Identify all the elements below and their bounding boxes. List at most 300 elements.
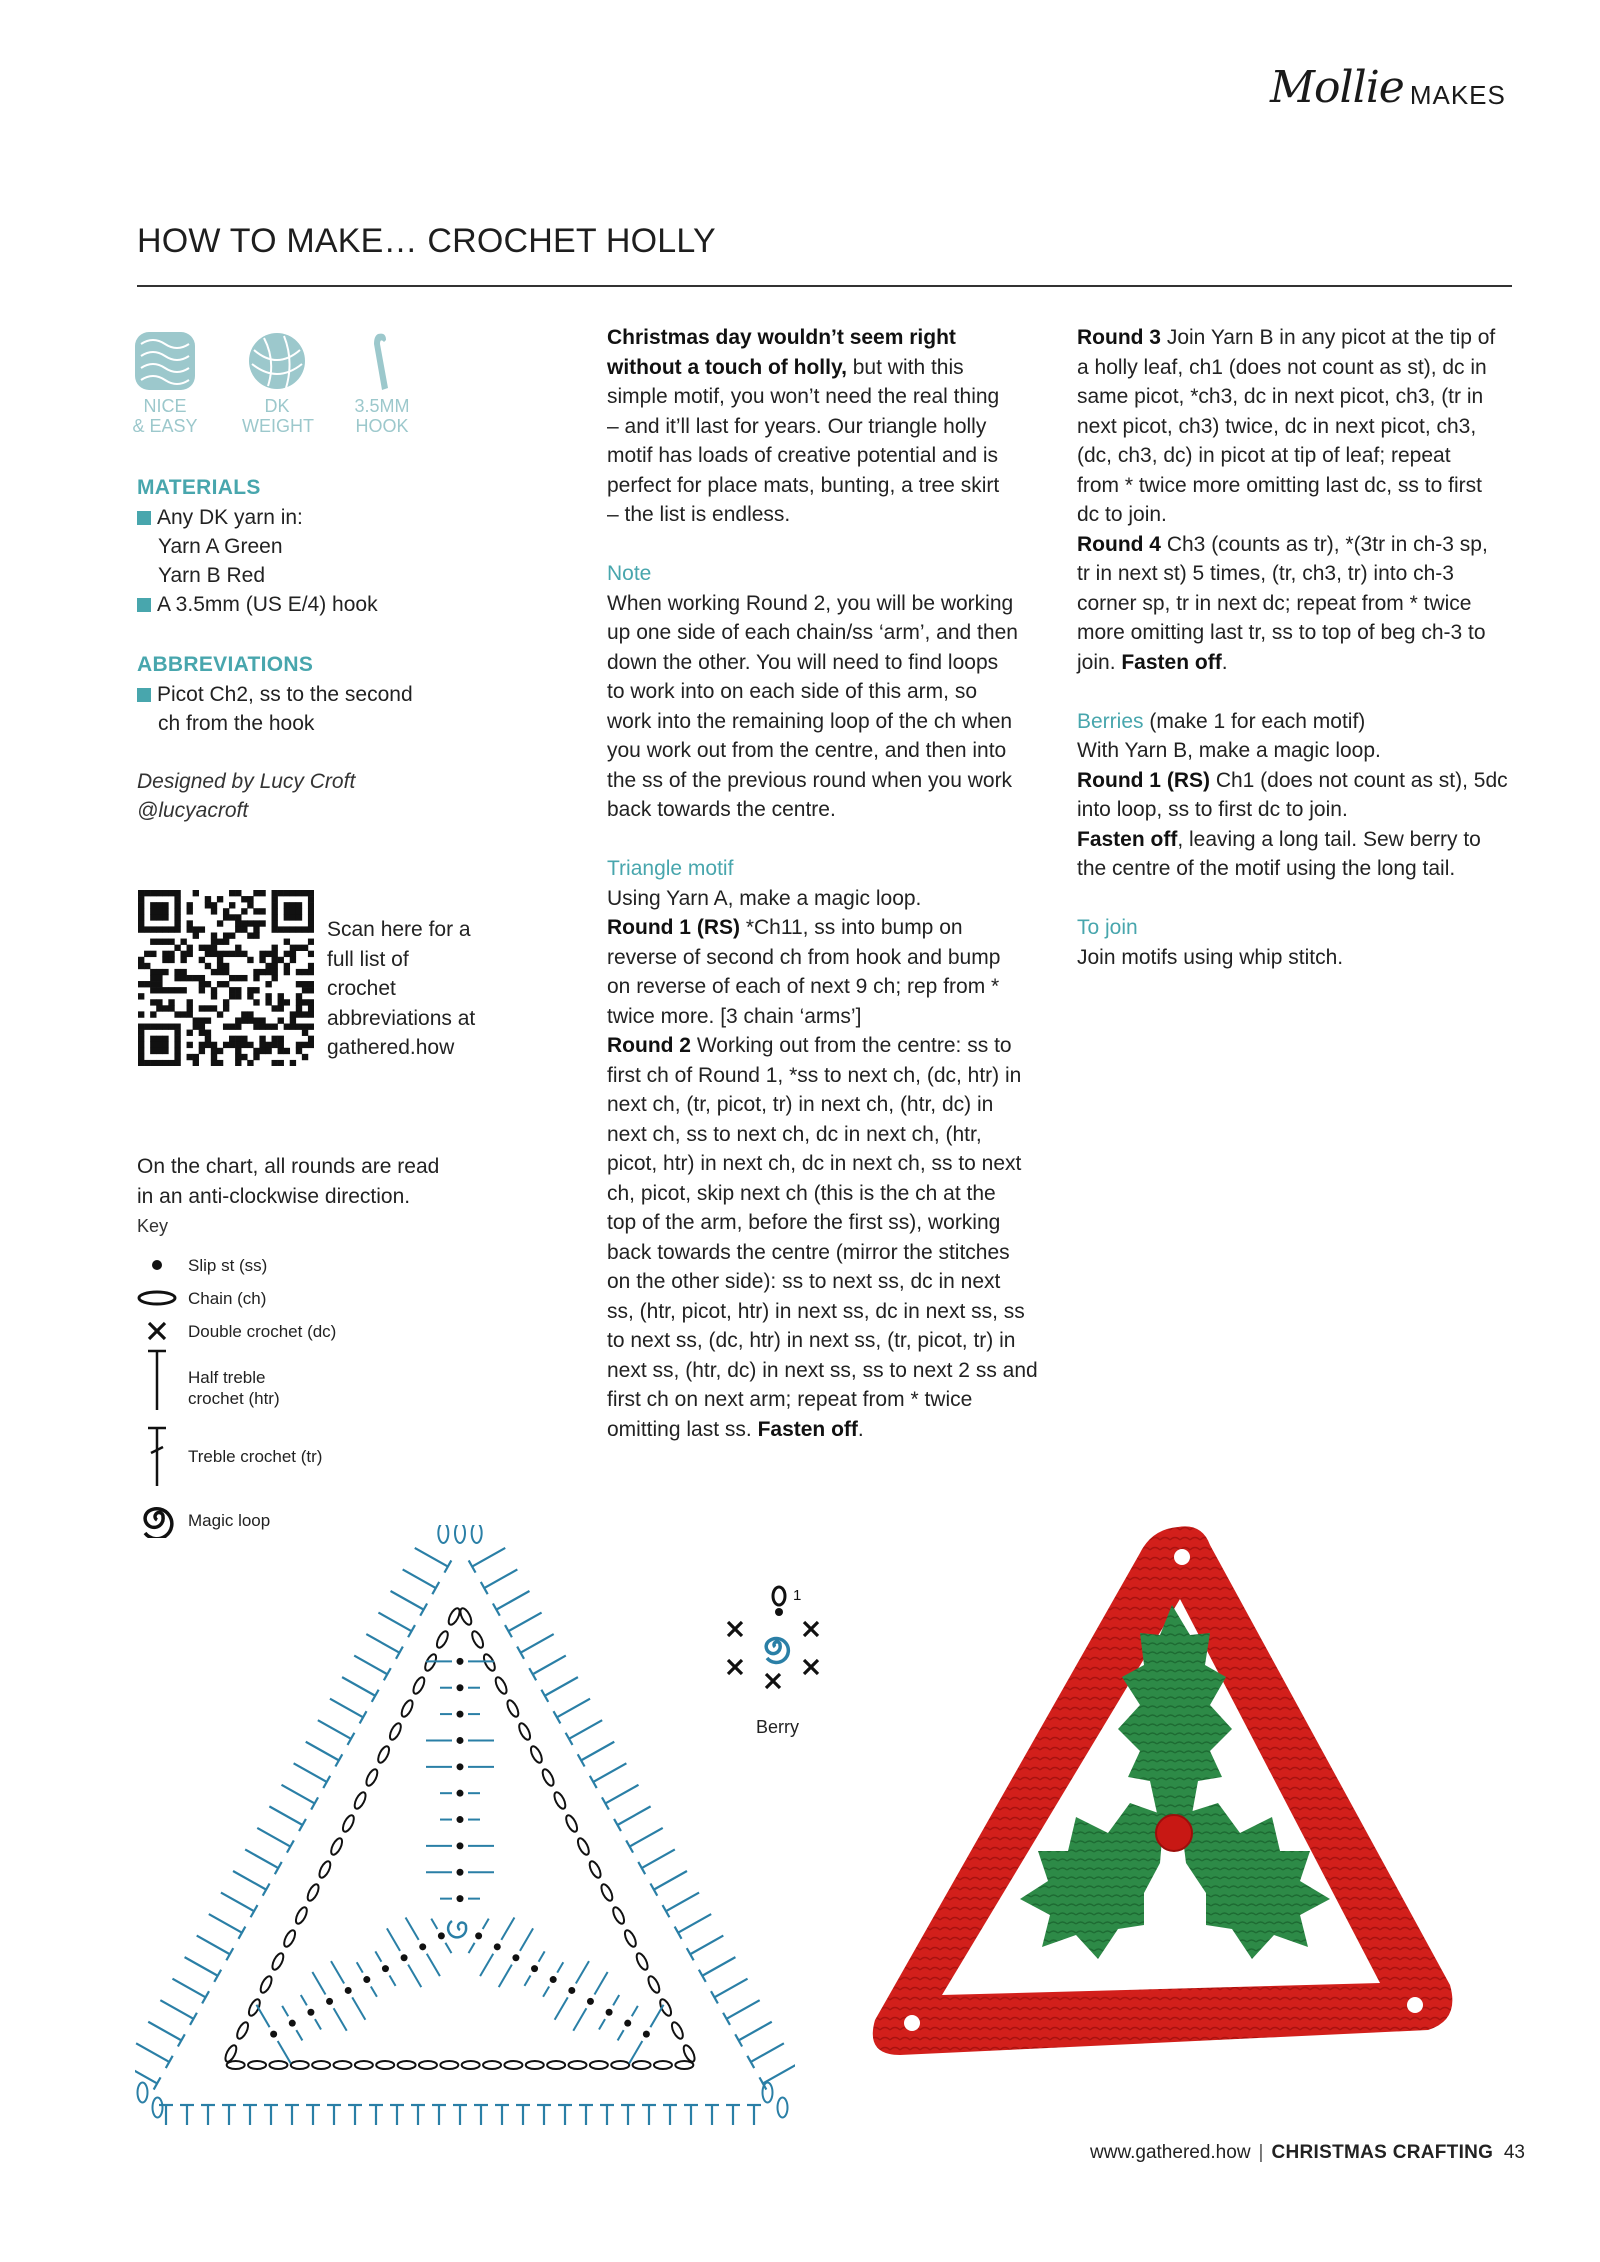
note-heading: Note	[607, 562, 652, 585]
treble-stitch-mark	[727, 2000, 760, 2019]
chain-stitch-mark	[247, 1998, 262, 2018]
qr-code[interactable]	[138, 890, 314, 1066]
intro-text: but with this	[846, 355, 964, 379]
holly-motif-photo	[860, 1515, 1460, 2080]
round-2-line: back towards the centre (mirror the stitches	[607, 1240, 1010, 1264]
column-instructions-2	[1077, 323, 1517, 972]
hook-size-badge	[347, 330, 417, 436]
chart-note-line: in an anti-clockwise direction.	[137, 1184, 411, 1208]
chain-stitch-mark	[446, 1607, 461, 1627]
round-2-line: to next ss, (dc, htr) in next ss, (tr, picot, tr) in	[607, 1329, 1016, 1352]
chain-stitch-mark	[411, 1676, 426, 1696]
hook-size-line1: 3.5MM	[354, 396, 410, 416]
chain-stitch-mark	[547, 2061, 565, 2069]
chain-stitch-mark	[376, 2061, 394, 2069]
chain-stitch-mark	[658, 1998, 673, 2018]
leaf-stitch-mark	[352, 1997, 365, 2019]
treble-stitch-mark	[190, 2013, 197, 2025]
round-text: omitting last ss.	[607, 1417, 758, 1441]
chain-icon	[139, 1292, 175, 1304]
outer-chain-mark	[138, 2083, 148, 2103]
chain-stitch-mark	[470, 1630, 485, 1650]
corner-hole	[1174, 1549, 1190, 1565]
treble-stitch-mark	[493, 1604, 500, 1616]
chain-stitch-mark	[440, 2061, 458, 2069]
abbreviation-item	[137, 680, 413, 709]
treble-stitch-mark	[517, 1647, 524, 1659]
slip-stitch-mark	[382, 1965, 389, 1972]
treble-stitch-mark	[185, 1957, 218, 1976]
leaf-stitch-mark	[334, 2008, 347, 2030]
treble-stitch-mark	[505, 1625, 512, 1637]
chain-stitch-mark	[270, 1952, 285, 1972]
slip-stitch-mark	[401, 1954, 408, 1961]
treble-stitch-mark	[354, 1656, 387, 1675]
footer-section: CHRISTMAS CRAFTING	[1271, 2142, 1494, 2163]
abbreviation-item-cont: ch from the hook	[158, 712, 315, 735]
round-2-line: ss, (htr, picot, htr) in next ss, dc in next ss, ss	[607, 1299, 1025, 1323]
treble-stitch-mark	[323, 1776, 330, 1788]
key-magic-loop: Magic loop	[188, 1511, 271, 1530]
leaf-stitch-mark	[431, 1919, 437, 1929]
treble-stitch-mark	[614, 1819, 621, 1831]
treble-stitch-mark	[469, 1560, 476, 1572]
treble-stitch-mark	[251, 1905, 258, 1917]
leaf-stitch-mark	[315, 2019, 321, 2029]
treble-stitch-mark	[214, 1970, 221, 1982]
leaf-stitch-mark	[650, 2005, 663, 2027]
qr-caption-line: crochet	[327, 977, 396, 1000]
treble-stitch-mark	[348, 1733, 355, 1745]
round-3-line: from * twice more omitting last dc, ss to first	[1077, 473, 1482, 497]
treble-stitch-mark	[160, 2000, 193, 2019]
treble-stitch-mark	[626, 1840, 633, 1852]
treble-stitch-mark	[420, 1604, 427, 1616]
round-text: , leaving a long tail. Sew berry to	[1177, 827, 1481, 851]
yarn-skein-icon	[133, 330, 197, 392]
triangle-intro: Using Yarn A, make a magic loop.	[607, 886, 922, 910]
chain-stitch-mark	[540, 1768, 555, 1788]
treble-stitch-mark	[747, 2056, 754, 2068]
abbreviation-text: Picot Ch2, ss to the second	[157, 683, 413, 706]
half-treble-icon	[148, 1351, 166, 1410]
leaf-stitch-mark	[357, 1962, 363, 1972]
round-3-line: dc to join.	[1077, 503, 1167, 526]
leaf-stitch-mark	[480, 1954, 493, 1976]
chart-note-line: On the chart, all rounds are read	[137, 1155, 440, 1178]
chain-stitch-mark	[329, 1837, 344, 1857]
treble-stitch-mark	[238, 1927, 245, 1939]
treble-stitch-mark	[396, 1647, 403, 1659]
round-text: Ch3 (counts as tr), *(3tr in ch-3 sp,	[1161, 532, 1488, 556]
materials-subitem: Yarn A Green	[158, 535, 283, 558]
round-2-line: on the other side): ss to next ss, dc in next	[607, 1270, 1001, 1293]
round-text: Join Yarn B in any picot at the tip of	[1161, 326, 1496, 349]
treble-stitch-mark	[178, 2034, 185, 2046]
treble-stitch-mark	[335, 1754, 342, 1766]
round-2-line	[607, 1415, 1047, 1445]
chain-stitch-mark	[355, 2061, 373, 2069]
round-4-line: tr in next st) 5 times, (tr, ch3, tr) into ch-3	[1077, 562, 1454, 585]
materials-item	[137, 590, 378, 619]
leaf-stitch-mark	[632, 2006, 638, 2016]
qr-caption	[327, 915, 497, 1063]
page-footer	[1090, 2142, 1525, 2164]
chain-stitch-mark	[634, 1952, 649, 1972]
note-line: up one side of each chain/ss ‘arm’, and then	[607, 621, 1018, 644]
title-divider	[137, 285, 1512, 287]
treble-stitch-mark	[581, 1742, 614, 1761]
slip-stitch-mark	[419, 1943, 426, 1950]
slip-stitch-mark	[606, 2009, 613, 2016]
treble-stitch-mark	[294, 1763, 327, 1782]
treble-stitch-mark	[172, 1979, 205, 1998]
note-line: down the other. You will need to find loops	[607, 650, 999, 674]
chain-stitch-mark	[569, 2061, 587, 2069]
leaf-stitch-mark	[599, 2019, 605, 2029]
slip-stitch-mark	[550, 1976, 557, 1983]
treble-stitch-mark	[763, 2065, 795, 2084]
leaf-stitch-mark	[469, 1943, 475, 1953]
treble-stitch-mark	[702, 1957, 735, 1976]
chain-stitch-mark	[576, 1837, 591, 1857]
treble-stitch-mark	[699, 1970, 706, 1982]
chain-stitch-mark	[235, 2021, 250, 2041]
chain-stitch-mark	[376, 1745, 391, 1765]
leaf-stitch-mark	[387, 1928, 400, 1950]
round-text: Ch1 (does not count as st), 5dc	[1209, 768, 1508, 792]
berry-round-1-line: into loop, ss to first dc to join.	[1077, 798, 1348, 821]
leaf-stitch-mark	[296, 2030, 302, 2040]
chain-stitch-mark	[504, 2061, 522, 2069]
corner-hole	[904, 2015, 920, 2031]
treble-stitch-mark	[136, 2043, 169, 2062]
treble-stitch-mark	[444, 1560, 451, 1572]
leaf-stitch-mark	[557, 1962, 563, 1972]
berry-slip-mark	[775, 1608, 783, 1616]
treble-stitch-mark	[330, 1699, 363, 1718]
footer-url[interactable]: www.gathered.how	[1090, 2142, 1251, 2163]
bullet	[137, 511, 151, 525]
treble-stitch-mark	[545, 1677, 578, 1696]
leaf-stitch-mark	[312, 1972, 325, 1994]
chain-stitch-mark	[341, 1814, 356, 1834]
slip-stitch-mark	[531, 1965, 538, 1972]
berry-dc-mark	[728, 1622, 742, 1636]
berry-line: the centre of the motif using the long tail.	[1077, 857, 1456, 880]
round-label: Round 3	[1077, 326, 1161, 349]
note-line: work into the remaining loop of the ch when	[607, 709, 1013, 733]
corner-hole	[1407, 1997, 1423, 2013]
treble-stitch-mark	[605, 1785, 638, 1804]
chain-stitch-mark	[552, 1791, 567, 1811]
treble-stitch-mark	[148, 2022, 181, 2041]
treble-stitch-mark	[281, 1785, 314, 1804]
leaf-stitch-mark	[499, 1965, 512, 1987]
treble-stitch-mark	[533, 1656, 566, 1675]
treble-stitch-mark	[714, 1979, 747, 1998]
intro-bold: Christmas day wouldn’t seem right	[607, 326, 956, 349]
leaf-stitch-mark	[256, 2005, 269, 2027]
leaf-stitch-mark	[375, 1951, 381, 1961]
round-3-line: next picot, ch3) twice, dc in next picot, ch3,	[1077, 414, 1477, 438]
treble-stitch-mark	[529, 1668, 536, 1680]
note-line: to work into on each side of this arm, so	[607, 680, 978, 703]
intro-line: motif has loads of creative potential and is	[607, 444, 999, 467]
berry-dc-mark	[728, 1660, 742, 1674]
chain-stitch-mark	[633, 2061, 651, 2069]
slip-stitch-mark	[438, 1932, 445, 1939]
intro-line: – and it’ll last for years. Our triangle holly	[607, 414, 987, 438]
chain-stitch-mark	[458, 1607, 473, 1627]
treble-stitch-mark	[666, 1893, 699, 1912]
to-join-text: Join motifs using whip stitch.	[1077, 945, 1344, 969]
slip-stitch-mark	[457, 1737, 464, 1744]
page-number: 43	[1503, 2142, 1525, 2163]
treble-stitch-mark	[687, 1948, 694, 1960]
materials-item-text: A 3.5mm (US E/4) hook	[157, 593, 378, 616]
treble-stitch-mark	[166, 2056, 173, 2068]
note-line: When working Round 2, you will be working	[607, 591, 1014, 615]
treble-stitch-mark	[690, 1936, 723, 1955]
slip-stitch-mark	[457, 1711, 464, 1718]
treble-stitch-mark	[202, 1991, 209, 2003]
holly-berry	[1156, 1815, 1192, 1851]
chain-stitch-mark	[517, 1722, 532, 1742]
round-2-line: next ch, ss to next ch, dc in next ch, (htr,	[607, 1122, 982, 1146]
berry-round-1	[1077, 766, 1517, 796]
round-text: .	[1221, 650, 1228, 674]
chain-stitch-mark	[611, 1906, 626, 1926]
chain-stitch-mark	[505, 1699, 520, 1719]
difficulty-line1: NICE	[143, 396, 187, 416]
leaf-stitch-mark	[406, 1917, 419, 1939]
fasten-off: Fasten off	[1121, 650, 1222, 674]
chain-stitch-mark	[611, 2061, 629, 2069]
chain-stitch-mark	[269, 2061, 287, 2069]
treble-stitch-mark	[663, 1905, 670, 1917]
slip-stitch-mark	[624, 2020, 631, 2027]
chain-stitch-mark	[654, 2061, 672, 2069]
treble-stitch-mark	[642, 1849, 675, 1868]
qr-caption-line: Scan here for a	[327, 918, 471, 941]
materials-subitem: Yarn B Red	[158, 564, 265, 587]
key-double-crochet: Double crochet (dc)	[188, 1322, 337, 1341]
round-1-line	[607, 913, 1047, 943]
slip-stitch-mark	[587, 1998, 594, 2005]
crochet-hook-icon	[362, 330, 402, 392]
slip-stitch-mark	[457, 1816, 464, 1823]
leaf-stitch-mark	[501, 1917, 514, 1939]
treble-stitch-mark	[650, 1884, 657, 1896]
treble-stitch-mark	[630, 1828, 663, 1847]
chain-stitch-mark	[482, 1653, 497, 1673]
treble-stitch-mark	[654, 1871, 687, 1890]
treble-stitch-mark	[378, 1613, 411, 1632]
round-2-line	[607, 1031, 1047, 1061]
round-text: *Ch11, ss into bump on	[739, 916, 963, 939]
leaf-stitch-mark	[408, 1965, 421, 1987]
treble-stitch-mark	[638, 1862, 645, 1874]
key-slip-stitch: Slip st (ss)	[188, 1256, 268, 1275]
treble-stitch-mark	[472, 1548, 505, 1567]
double-crochet-icon	[149, 1323, 165, 1339]
abbreviations-heading: ABBREVIATIONS	[137, 653, 314, 676]
slip-stitch-mark	[457, 1842, 464, 1849]
slip-stitch-mark	[494, 1943, 501, 1950]
treble-stitch-mark	[318, 1720, 351, 1739]
leaf-stitch-mark	[371, 1986, 377, 1996]
treble-stitch-mark	[299, 1819, 306, 1831]
treble-stitch-mark	[553, 1711, 560, 1723]
slip-stitch-mark	[345, 1987, 352, 1994]
round-1-line: on reverse of each of next 9 ch; rep from *	[607, 975, 1000, 998]
leaf-stitch-mark	[389, 1976, 395, 1986]
round-2-line: first ch of Round 1, *ss to next ch, (dc, htr) in	[607, 1063, 1022, 1087]
chain-stitch-mark	[399, 1699, 414, 1719]
chain-stitch-mark	[462, 2061, 480, 2069]
treble-stitch-mark	[221, 1893, 254, 1912]
berry-chart-label: Berry	[756, 1717, 800, 1737]
treble-stitch-mark	[508, 1613, 541, 1632]
chain-stitch-mark	[564, 1814, 579, 1834]
chain-stitch-mark	[364, 1768, 379, 1788]
round-2-line: picot, htr) in next ch, dc in next ch, ss to next	[607, 1152, 1022, 1175]
designer-handle: @lucyacroft	[137, 799, 249, 822]
treble-stitch-mark	[306, 1742, 339, 1761]
leaf-stitch-mark	[301, 1995, 307, 2005]
chain-stitch-mark	[435, 1630, 450, 1650]
berries-intro: With Yarn B, make a magic loop.	[1077, 739, 1381, 762]
treble-stitch-mark	[675, 1927, 682, 1939]
slip-stitch-mark	[307, 2009, 314, 2016]
round-text: .	[857, 1417, 864, 1441]
round-2-line: next ss, (htr, dc) in next ss, ss to next 2 ss and	[607, 1358, 1038, 1382]
treble-stitch-mark	[593, 1763, 626, 1782]
slip-stitch-icon	[152, 1260, 162, 1270]
magic-loop-mark	[448, 1921, 466, 1937]
fasten-off: Fasten off	[1077, 827, 1178, 851]
chain-stitch-mark	[623, 1929, 638, 1949]
round-4-line: corner sp, tr in next dc; repeat from * twice	[1077, 591, 1472, 615]
treble-stitch-mark	[618, 1806, 651, 1825]
round-1-line: twice more. [3 chain ‘arms’]	[607, 1004, 862, 1028]
outer-chain-mark	[438, 1525, 448, 1543]
treble-stitch-mark	[496, 1591, 529, 1610]
treble-stitch-mark	[135, 2065, 157, 2084]
chain-stitch-mark	[529, 1745, 544, 1765]
leaf-stitch-mark	[483, 1919, 489, 1929]
treble-stitch-mark	[403, 1569, 436, 1588]
fasten-off: Fasten off	[757, 1417, 858, 1441]
treble-stitch-mark	[751, 2043, 784, 2062]
chain-stitch-mark	[305, 1883, 320, 1903]
bullet	[137, 688, 151, 702]
round-3-line: same picot, *ch3, dc in next picot, ch3, (tr in	[1077, 385, 1484, 408]
leaf-stitch-mark	[618, 2030, 624, 2040]
leaf-stitch-mark	[520, 1928, 533, 1950]
berry-fasten-line	[1077, 825, 1517, 855]
treble-stitch-mark	[197, 1936, 230, 1955]
brand-word: MAKES	[1409, 80, 1506, 110]
treble-stitch-mark	[311, 1797, 318, 1809]
chain-stitch-mark	[282, 1929, 297, 1949]
chain-stitch-mark	[587, 1860, 602, 1880]
chain-stitch-mark	[388, 1722, 403, 1742]
treble-icon	[148, 1428, 166, 1486]
treble-stitch-mark	[481, 1582, 488, 1594]
slip-stitch-mark	[475, 1932, 482, 1939]
page-title: HOW TO MAKE… CROCHET HOLLY	[137, 222, 716, 260]
note-line: the ss of the previous round when you work	[607, 768, 1013, 792]
berry-dc-mark	[766, 1674, 780, 1688]
slip-stitch-mark	[363, 1976, 370, 1983]
berry-dc-mark	[804, 1660, 818, 1674]
treble-stitch-mark	[735, 2034, 742, 2046]
treble-stitch-mark	[360, 1711, 367, 1723]
chain-stitch-mark	[526, 2061, 544, 2069]
key-chain: Chain (ch)	[188, 1289, 267, 1308]
treble-stitch-mark	[269, 1806, 302, 1825]
treble-stitch-mark	[226, 1948, 233, 1960]
designer-credit: Designed by Lucy Croft	[137, 770, 356, 793]
treble-stitch-mark	[590, 1776, 597, 1788]
materials-item-text: Any DK yarn in:	[157, 506, 303, 529]
treble-stitch-mark	[415, 1548, 448, 1567]
berry-magic-loop-icon	[766, 1638, 788, 1662]
bullet	[137, 598, 151, 612]
intro-line: perfect for place mats, bunting, a tree skirt	[607, 473, 1000, 497]
chain-stitch-mark	[599, 1883, 614, 1903]
yarn-ball-icon	[246, 330, 308, 392]
chart-direction-note	[137, 1152, 517, 1211]
chain-stitch-mark	[483, 2061, 501, 2069]
chain-stitch-mark	[419, 2061, 437, 2069]
treble-stitch-mark	[257, 1828, 290, 1847]
treble-stitch-mark	[541, 1690, 548, 1702]
treble-stitch-mark	[557, 1699, 590, 1718]
slip-stitch-mark	[457, 1658, 464, 1665]
leaf-stitch-mark	[613, 1995, 619, 2005]
treble-stitch-mark	[366, 1634, 399, 1653]
key-heading: Key	[137, 1216, 169, 1236]
yarn-weight-line1: DK	[264, 396, 290, 416]
treble-stitch-mark	[209, 1914, 242, 1933]
slip-stitch-mark	[457, 1869, 464, 1876]
round-2-line: top of the arm, before the first ss), working	[607, 1211, 1001, 1234]
treble-stitch-mark	[711, 1991, 718, 2003]
yarn-weight-badge	[242, 330, 312, 436]
treble-stitch-mark	[432, 1582, 439, 1594]
berries-heading-line	[1077, 707, 1517, 737]
treble-stitch-mark	[263, 1884, 270, 1896]
chain-stitch-mark	[670, 2021, 685, 2041]
qr-caption-line: abbreviations at	[327, 1006, 476, 1030]
chart-stitches	[135, 1525, 795, 2125]
treble-stitch-mark	[384, 1668, 391, 1680]
intro-bold: without a touch of holly,	[607, 355, 847, 379]
brand-script: Mollie	[1270, 62, 1404, 113]
treble-stitch-mark	[739, 2022, 772, 2041]
treble-stitch-mark	[566, 1733, 573, 1745]
berries-heading: Berries	[1077, 709, 1144, 733]
key-half-treble-2: crochet (htr)	[188, 1389, 280, 1408]
leaf-stitch-mark	[573, 2008, 586, 2030]
yarn-weight-line2: WEIGHT	[242, 416, 314, 436]
note-line: you work out from the centre, and then into	[607, 739, 1007, 762]
chain-stitch-mark	[294, 1906, 309, 1926]
outer-chain-mark	[763, 2083, 773, 2103]
